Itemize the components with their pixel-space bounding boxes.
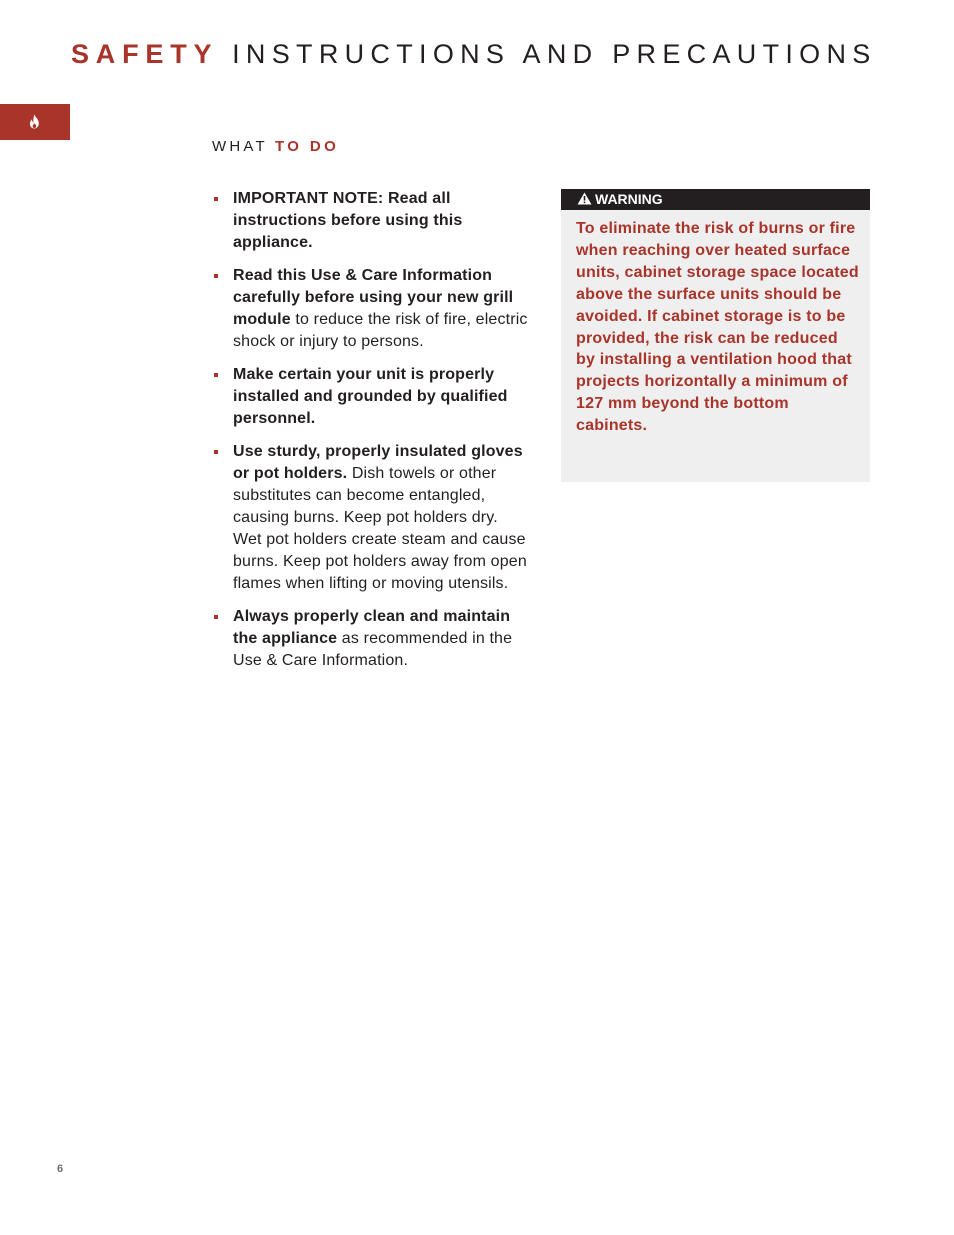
- item-bold-text: Make certain your unit is properly installed and grounded by qualified personnel.: [233, 366, 508, 427]
- section-tab: [0, 104, 70, 140]
- todo-list: [212, 188, 528, 683]
- page-title-rest: INSTRUCTIONS AND PRECAUTIONS: [232, 39, 877, 69]
- warning-box: [561, 189, 870, 482]
- item-bold-text: Read this Use & Care Information carefully before using your new grill module: [233, 267, 514, 328]
- page-title: [71, 36, 877, 72]
- list-item: [212, 265, 528, 353]
- section-heading-plain: WHAT: [212, 138, 268, 155]
- warning-triangle-icon: [577, 192, 592, 205]
- warning-label: WARNING: [595, 191, 663, 207]
- flame-icon: [29, 114, 40, 129]
- warning-header: [561, 189, 870, 210]
- item-text: to reduce the risk of fire, electric shock or injury to persons.: [233, 311, 528, 350]
- item-text: Dish towels or other substitutes can become entangled, causing burns. Keep pot holders dry. Wet pot holders create steam and cause burns. Keep pot holders away from open flames when lifting or moving utensils.: [233, 465, 527, 592]
- bullet-icon: [214, 274, 218, 278]
- bullet-icon: [214, 615, 218, 619]
- item-bold-text: Always properly clean and maintain the appliance: [233, 608, 511, 647]
- item-text: as recommended in the Use & Care Information.: [233, 630, 513, 669]
- section-heading-accent: TO DO: [274, 138, 340, 155]
- list-item: [212, 441, 528, 595]
- list-item: [212, 364, 528, 430]
- list-item: [212, 606, 528, 672]
- item-bold-text: Use sturdy, properly insulated gloves or pot holders.: [233, 443, 523, 482]
- item-bold-text: IMPORTANT NOTE: Read all instructions before using this appliance.: [233, 190, 463, 251]
- page-number: 6: [57, 1163, 64, 1175]
- page-title-accent: SAFETY: [71, 39, 219, 69]
- section-heading: [212, 138, 339, 156]
- bullet-icon: [214, 373, 218, 377]
- bullet-icon: [214, 450, 218, 454]
- list-item: [212, 188, 528, 254]
- warning-text: To eliminate the risk of burns or fire when reaching over heated surface units, cabinet storage space located above the surface units should be avoided. If cabinet storage is to be provided, the risk can be reduced by installing a ventilation hood that projects horizontally a minimum of 127 mm beyond the bottom cabinets.: [576, 220, 859, 435]
- bullet-icon: [214, 197, 218, 201]
